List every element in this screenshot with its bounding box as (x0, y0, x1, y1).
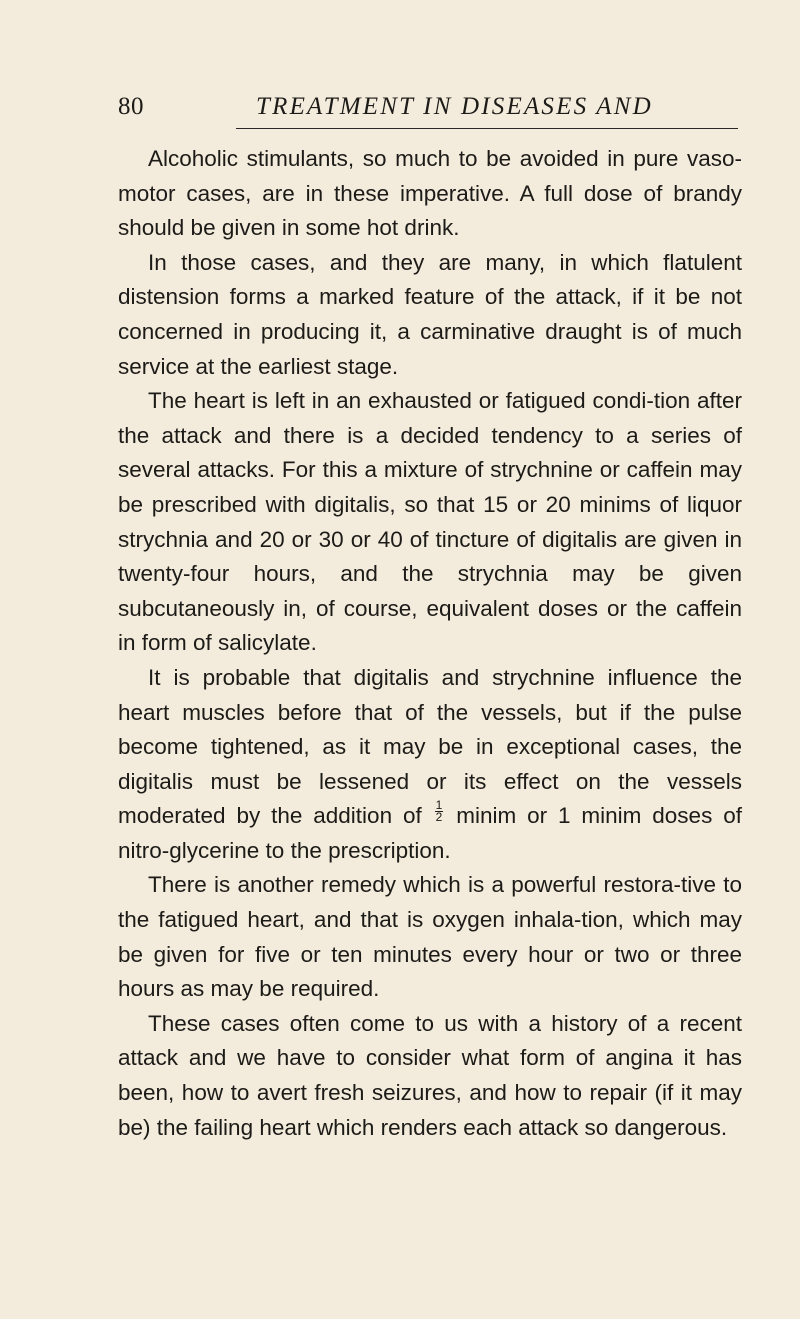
paragraph-digitalis-strychnine (118, 661, 742, 869)
paragraph-text-after-fraction: minim or 1 minim doses of nitro-glycerine to the prescription. (118, 803, 742, 863)
half-fraction (435, 800, 444, 823)
running-title: TREATMENT IN DISEASES AND (256, 93, 653, 120)
body-text (118, 142, 742, 1145)
fraction-denominator: 2 (435, 810, 443, 825)
paragraph-alcoholic-stimulants: Alcoholic stimulants, so much to be avoided in pure vaso-motor cases, are in these imperative. A full dose of brandy should be given in some hot drink. (118, 146, 742, 241)
paragraph-recent-attack: These cases often come to us with a history of a recent attack and we have to consider what form of angina it has been, how to avert fresh seizures, and how to repair (if it may be) the failing heart which renders each attack so dangerous. (118, 1010, 742, 1140)
paragraph-oxygen-inhalation: There is another remedy which is a powerful restora-tive to the fatigued heart, and that is oxygen inhala-tion, which may be given for five or ten minutes every hour or two or three hours as may be required. (118, 872, 742, 1002)
page-number: 80 (118, 93, 144, 120)
paragraph-text-before-fraction: It is probable that digitalis and strychnine influence the heart muscles before that of the vessels, but if the pulse become tightened, as it may be in exceptional cases, the digitalis must be lessened or its effect on the vessels moderated by the addition of (118, 664, 742, 829)
header-rule (236, 128, 738, 129)
paragraph-flatulent-distension: In those cases, and they are many, in which flatulent distension forms a marked feature of the attack, if it be not concerned in producing it, a carminative draught is of much service at the earliest stage. (118, 249, 742, 379)
paragraph-heart-exhausted: The heart is left in an exhausted or fatigued condi-tion after the attack and there is a decided tendency to a series of several attacks. For this a mixture of strychnine or caffein may be prescribed with digitalis, so that 15 or 20 minims of liquor strychnia and 20 or 30 or 40 of tincture of digitalis are given in twenty-four hours, and the strychnia may be given subcutaneously in, of course, equivalent doses or the caffein in form of salicylate. (118, 388, 742, 656)
fraction-numerator: 1 (435, 798, 443, 813)
running-head (118, 92, 738, 128)
